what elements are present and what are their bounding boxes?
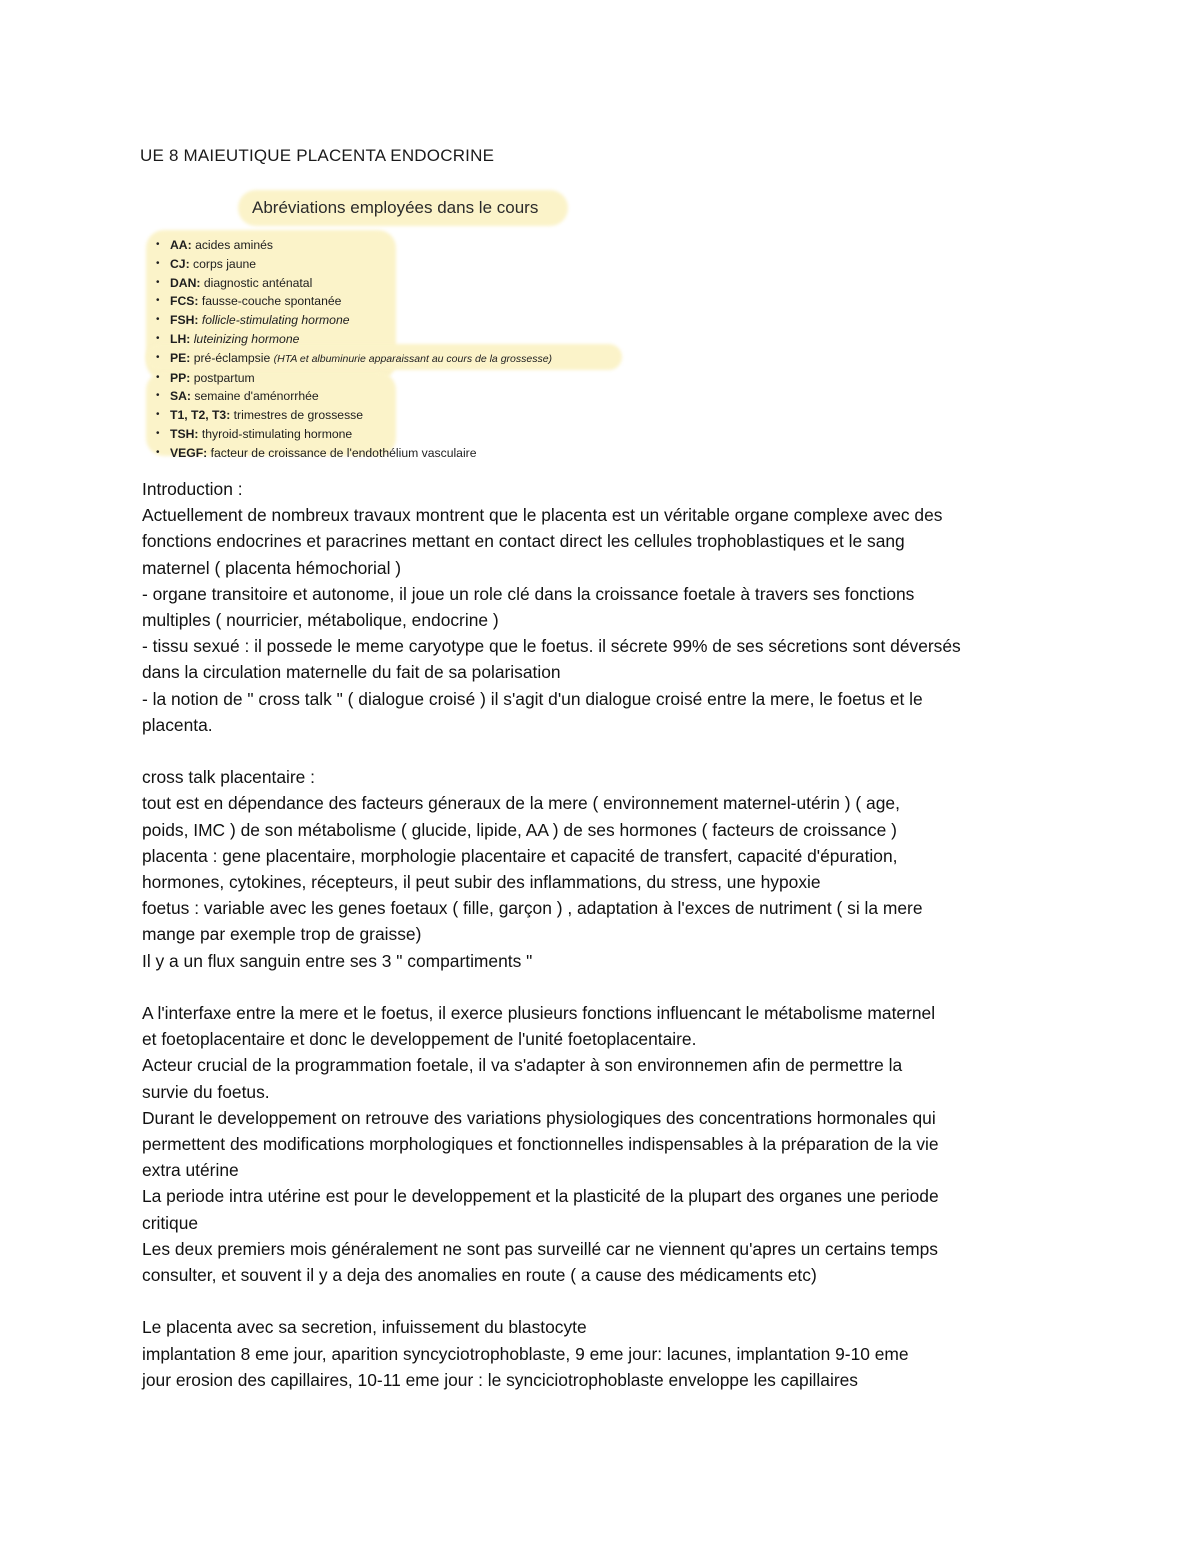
abbreviations-list xyxy=(156,236,552,463)
text-line: fonctions endocrines et paracrines mettant en contact direct les cellules trophoblastiques et le sang xyxy=(142,531,905,552)
text-line: survie du foetus. xyxy=(142,1081,270,1102)
list-item: • SA: semaine d'aménorrhée xyxy=(156,387,552,406)
text-line: critique xyxy=(142,1212,199,1233)
bullet-icon: • xyxy=(156,314,160,326)
bullet-icon: • xyxy=(156,239,160,250)
bullet-icon: • xyxy=(156,371,160,383)
abbreviations-image xyxy=(146,186,626,466)
body-text xyxy=(142,476,1072,1393)
text-line: Le placenta avec sa secretion, infuissement du blastocyte xyxy=(142,1317,587,1338)
text-line: cross talk placentaire : xyxy=(142,767,316,788)
text-line: extra utérine xyxy=(142,1160,239,1181)
list-item: • VEGF: facteur de croissance de l'endothélium vasculaire xyxy=(156,444,552,463)
list-item: • TSH: thyroid-stimulating hormone xyxy=(156,425,552,444)
text-line: La periode intra utérine est pour le developpement et la plasticité de la plupart des organes une periode xyxy=(142,1186,939,1207)
abbreviations-heading: Abréviations employées dans le cours xyxy=(252,198,539,217)
text-line: permettent des modifications morphologiques et fonctionnelles indispensables à la préparation de la vie xyxy=(142,1134,939,1155)
list-item: • DAN: diagnostic anténatal xyxy=(156,274,552,293)
text-line: mange par exemple trop de graisse) xyxy=(142,924,422,945)
text-line: - tissu sexué : il possede le meme caryotype que le foetus. il sécrete 99% de ses sécretions sont déversés xyxy=(142,636,961,657)
bullet-icon: • xyxy=(156,295,160,307)
text-line: consulter, et souvent il y a deja des anomalies en route ( a cause des médicaments etc) xyxy=(142,1265,817,1286)
text-line: Les deux premiers mois généralement ne sont pas surveillé car ne viennent qu'apres un certains temps xyxy=(142,1238,938,1259)
text-line: Actuellement de nombreux travaux montrent que le placenta est un véritable organe complexe avec des xyxy=(142,505,943,526)
bullet-icon: • xyxy=(156,351,160,363)
bullet-icon: • xyxy=(156,390,160,402)
bullet-icon: • xyxy=(156,427,160,439)
list-item: • T1, T2, T3: trimestres de grossesse xyxy=(156,406,552,425)
text-line: placenta : gene placentaire, morphologie placentaire et capacité de transfert, capacité d'épuration, xyxy=(142,845,898,866)
list-item: • LH: luteinizing hormone xyxy=(156,330,552,349)
text-line: Il y a un flux sanguin entre ses 3 " compartiments " xyxy=(142,950,533,971)
list-item: • FCS: fausse-couche spontanée xyxy=(156,292,552,311)
bullet-icon: • xyxy=(156,446,160,458)
bullet-icon: • xyxy=(156,276,160,288)
list-item: • AA: acides aminés xyxy=(156,236,552,255)
list-item: • FSH: follicle-stimulating hormone xyxy=(156,311,552,330)
text-line: poids, IMC ) de son métabolisme ( glucide, lipide, AA ) de ses hormones ( facteurs de croissance ) xyxy=(142,819,897,840)
text-line: Introduction : xyxy=(142,479,243,499)
text-line: multiples ( nourricier, métabolique, endocrine ) xyxy=(142,610,499,631)
text-line: Acteur crucial de la programmation foetale, il va s'adapter à son environnemen afin de permettre la xyxy=(142,1055,903,1076)
text-line: foetus : variable avec les genes foetaux ( fille, garçon ) , adaptation à l'exces de nutriment ( si la mere xyxy=(142,898,923,919)
text-line: - la notion de " cross talk " ( dialogue croisé ) il s'agit d'un dialogue croisé entre la mere, le foetus et le xyxy=(142,688,923,709)
text-line: jour erosion des capillaires, 10-11 eme jour : le synciciotrophoblaste enveloppe les capillaires xyxy=(142,1369,858,1390)
text-line: tout est en dépendance des facteurs géneraux de la mere ( environnement maternel-utérin ) ( age, xyxy=(142,793,900,814)
list-item: • CJ: corps jaune xyxy=(156,255,552,274)
text-line: implantation 8 eme jour, aparition syncyciotrophoblaste, 9 eme jour: lacunes, implantation 9-10 eme xyxy=(142,1343,909,1364)
bullet-icon: • xyxy=(156,332,160,344)
bullet-icon: • xyxy=(156,257,160,269)
blank-line xyxy=(142,738,1072,764)
text-line: A l'interfaxe entre la mere et le foetus, il exerce plusieurs fonctions influencant le métabolisme maternel xyxy=(142,1003,936,1024)
text-line: maternel ( placenta hémochorial ) xyxy=(142,557,402,578)
text-line: et foetoplacentaire et donc le developpement de l'unité foetoplacentaire. xyxy=(142,1029,697,1050)
bullet-icon: • xyxy=(156,409,160,421)
blank-line xyxy=(142,1288,1072,1314)
list-item: • PP: postpartum xyxy=(156,369,552,388)
document-title: UE 8 MAIEUTIQUE PLACENTA ENDOCRINE xyxy=(140,146,495,165)
text-line: dans la circulation maternelle du fait de sa polarisation xyxy=(142,662,561,683)
text-line: Durant le developpement on retrouve des variations physiologiques des concentrations hormonales qui xyxy=(142,1107,936,1128)
text-line: - organe transitoire et autonome, il joue un role clé dans la croissance foetale à travers ses fonctions xyxy=(142,583,915,604)
text-line: placenta. xyxy=(142,714,213,735)
list-item: • PE: pré-éclampsie (HTA et albuminurie apparaissant au cours de la grossesse) xyxy=(156,349,552,369)
blank-line xyxy=(142,974,1072,1000)
text-line: hormones, cytokines, récepteurs, il peut subir des inflammations, du stress, une hypoxie xyxy=(142,872,821,893)
